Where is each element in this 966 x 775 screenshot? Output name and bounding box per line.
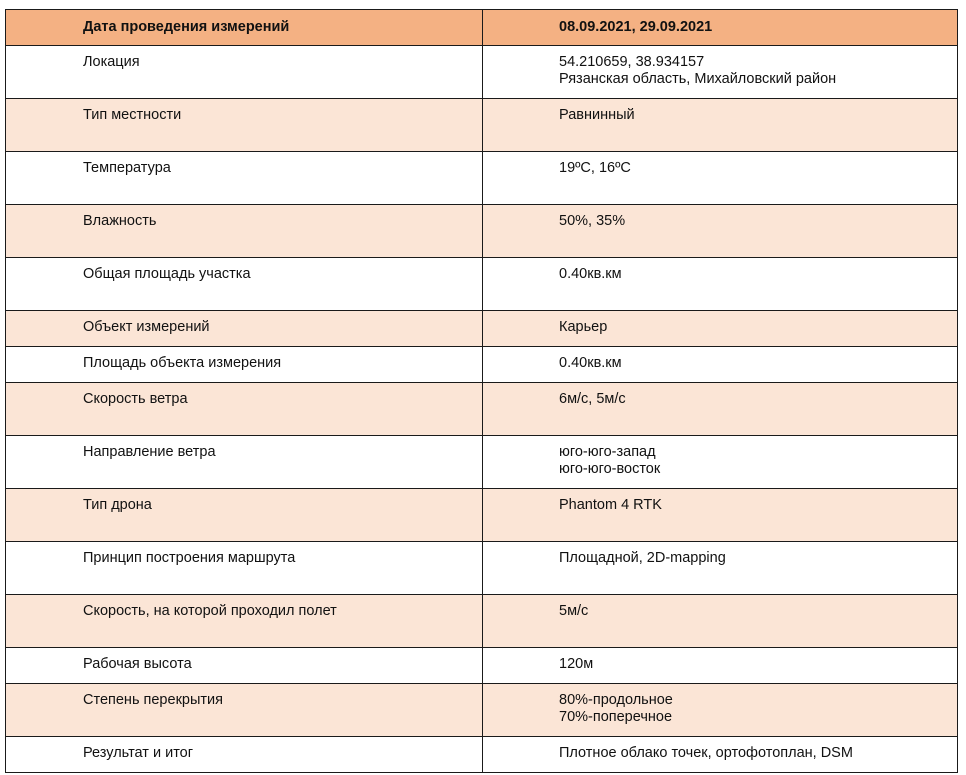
row-label: Степень перекрытия: [6, 684, 483, 737]
row-label: Скорость, на которой проходил полет: [6, 595, 483, 648]
table-row: [6, 46, 958, 99]
table-row: [6, 152, 958, 205]
row-label: Тип дрона: [6, 489, 483, 542]
table-row: [6, 99, 958, 152]
row-value: 6м/с, 5м/с: [483, 383, 958, 436]
table-row: [6, 258, 958, 311]
table-row: [6, 542, 958, 595]
table-row: [6, 347, 958, 383]
row-value: 120м: [483, 648, 958, 684]
row-label: Влажность: [6, 205, 483, 258]
header-value: 08.09.2021, 29.09.2021: [483, 10, 958, 46]
row-label: Результат и итог: [6, 737, 483, 773]
row-label: Локация: [6, 46, 483, 99]
row-label: Температура: [6, 152, 483, 205]
row-value: Карьер: [483, 311, 958, 347]
row-label: Скорость ветра: [6, 383, 483, 436]
row-value: Площадной, 2D-mapping: [483, 542, 958, 595]
table-row: [6, 489, 958, 542]
value-line: 80%-продольное: [559, 692, 673, 708]
table-header-row: [6, 10, 958, 46]
table-row: [6, 648, 958, 684]
row-value: [483, 46, 958, 99]
table-row: [6, 436, 958, 489]
row-value: 5м/с: [483, 595, 958, 648]
table-row: [6, 737, 958, 773]
row-label: Объект измерений: [6, 311, 483, 347]
row-label: Площадь объекта измерения: [6, 347, 483, 383]
value-line: юго-юго-запад: [559, 444, 656, 460]
value-line: Рязанская область, Михайловский район: [559, 71, 837, 87]
header-label: Дата проведения измерений: [6, 10, 483, 46]
row-value: 0.40кв.км: [483, 347, 958, 383]
table-row: [6, 684, 958, 737]
row-value: [483, 684, 958, 737]
row-label: Направление ветра: [6, 436, 483, 489]
row-value: 19ºC, 16ºC: [483, 152, 958, 205]
row-label: Рабочая высота: [6, 648, 483, 684]
row-label: Принцип построения маршрута: [6, 542, 483, 595]
row-value: Phantom 4 RTK: [483, 489, 958, 542]
table-row: [6, 205, 958, 258]
row-label: Общая площадь участка: [6, 258, 483, 311]
row-value: 50%, 35%: [483, 205, 958, 258]
value-line: юго-юго-восток: [559, 461, 661, 477]
measurement-table: [5, 9, 958, 773]
value-line: 70%-поперечное: [559, 709, 673, 725]
table-row: [6, 383, 958, 436]
row-value: Плотное облако точек, ортофотоплан, DSM: [483, 737, 958, 773]
row-value: [483, 436, 958, 489]
value-line: 54.210659, 38.934157: [559, 54, 705, 70]
table-row: [6, 595, 958, 648]
row-value: 0.40кв.км: [483, 258, 958, 311]
row-label: Тип местности: [6, 99, 483, 152]
row-value: Равнинный: [483, 99, 958, 152]
table-row: [6, 311, 958, 347]
